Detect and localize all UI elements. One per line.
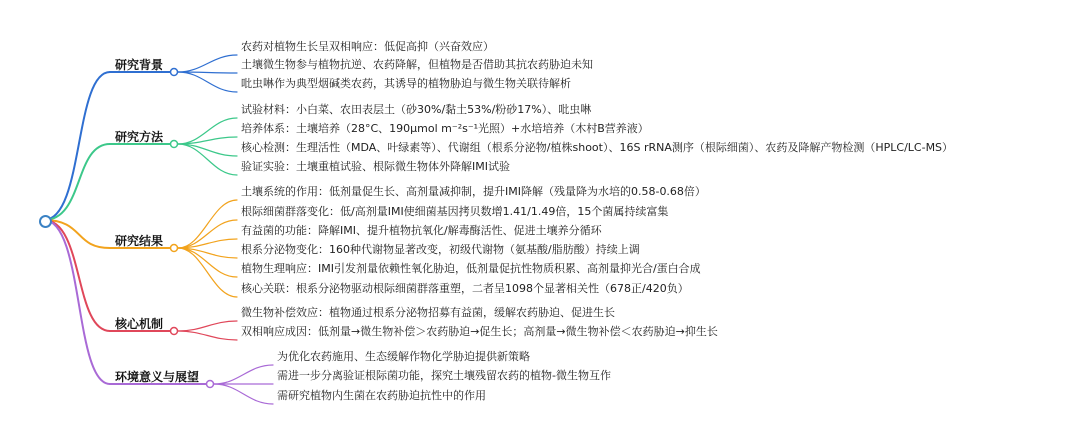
root-branch-connector bbox=[44, 220, 110, 384]
root-node[interactable] bbox=[39, 215, 52, 228]
branch-research-methods-item: 验证实验：土壤重植试验、根际微生物体外降解IMI试验 bbox=[241, 160, 510, 173]
leaf-connector bbox=[178, 55, 237, 72]
branch-core-mechanism-item: 双相响应成因：低剂量→微生物补偿＞农药胁迫→促生长；高剂量→微生物补偿＜农药胁迫→抑生长 bbox=[241, 325, 718, 338]
branch-research-background-item: 农药对植物生长呈双相响应：低促高抑（兴奋效应） bbox=[241, 40, 494, 53]
leaf-connector bbox=[178, 248, 237, 297]
branch-core-mechanism[interactable]: 核心机制 bbox=[115, 317, 164, 331]
branch-research-background-item: 吡虫啉作为典型烟碱类农药，其诱导的植物胁迫与微生物关联待解析 bbox=[241, 77, 571, 90]
branch-research-methods[interactable]: 研究方法 bbox=[115, 130, 164, 144]
root-branch-connector bbox=[44, 220, 110, 331]
branch-research-results-item: 有益菌的功能：降解IMI、提升植物抗氧化/解毒酶活性、促进土壤养分循环 bbox=[241, 224, 602, 237]
branch-research-results[interactable]: 研究结果 bbox=[115, 234, 164, 248]
branch-toggle-node[interactable] bbox=[171, 328, 178, 335]
branch-research-background-item: 土壤微生物参与植物抗逆、农药降解，但植物是否借助其抗农药胁迫未知 bbox=[241, 58, 593, 71]
branch-core-mechanism-item: 微生物补偿效应：植物通过根系分泌物招募有益菌，缓解农药胁迫、促进生长 bbox=[241, 306, 615, 319]
branch-significance-outlook-item: 需研究植物内生菌在农药胁迫抗性中的作用 bbox=[277, 389, 486, 402]
branch-significance-outlook[interactable]: 环境意义与展望 bbox=[115, 370, 200, 384]
branch-research-methods-item: 核心检测：生理活性（MDA、叶绿素等）、代谢组（根系分泌物/植株shoot）、16S rRNA测序（根际细菌）、农药及降解产物检测（HPLC/LC-MS） bbox=[241, 141, 954, 154]
leaf-connector bbox=[178, 321, 237, 331]
leaf-connector bbox=[178, 331, 237, 340]
leaf-connector bbox=[214, 365, 273, 384]
branch-research-results-item: 根系分泌物变化：160种代谢物显著改变，初级代谢物（氨基酸/脂肪酸）持续上调 bbox=[241, 243, 640, 256]
branch-research-results-item: 植物生理响应：IMI引发剂量依赖性氧化胁迫，低剂量促抗性物质积累、高剂量抑光合/蛋白合成 bbox=[241, 262, 701, 275]
branch-research-methods-item: 试验材料：小白菜、农田表层土（砂30%/黏土53%/粉砂17%）、吡虫啉 bbox=[241, 103, 592, 116]
leaf-connector bbox=[178, 72, 237, 92]
branch-toggle-node[interactable] bbox=[171, 69, 178, 76]
branch-toggle-node[interactable] bbox=[171, 245, 178, 252]
leaf-connector bbox=[214, 384, 273, 404]
branch-research-results-item: 核心关联：根系分泌物驱动根际细菌群落重塑，二者呈1098个显著相关性（678正/420负） bbox=[241, 282, 689, 295]
branch-toggle-node[interactable] bbox=[171, 141, 178, 148]
leaf-connector bbox=[178, 200, 237, 248]
branch-research-background[interactable]: 研究背景 bbox=[115, 58, 164, 72]
branch-significance-outlook-item: 需进一步分离验证根际菌功能，探究土壤残留农药的植物-微生物互作 bbox=[277, 369, 611, 382]
branch-significance-outlook-item: 为优化农药施用、生态缓解作物化学胁迫提供新策略 bbox=[277, 350, 530, 363]
branch-toggle-node[interactable] bbox=[207, 381, 214, 388]
branch-research-methods-item: 培养体系：土壤培养（28°C、190μmol m⁻²s⁻¹光照）+水培培养（木村B营养液） bbox=[241, 122, 649, 135]
branch-research-results-item: 土壤系统的作用：低剂量促生长、高剂量减抑制，提升IMI降解（残量降为水培的0.58-0.68倍） bbox=[241, 185, 706, 198]
leaf-connector bbox=[178, 144, 237, 175]
branch-research-results-item: 根际细菌群落变化：低/高剂量IMI使细菌基因拷贝数增1.41/1.49倍，15个菌属持续富集 bbox=[241, 205, 669, 218]
